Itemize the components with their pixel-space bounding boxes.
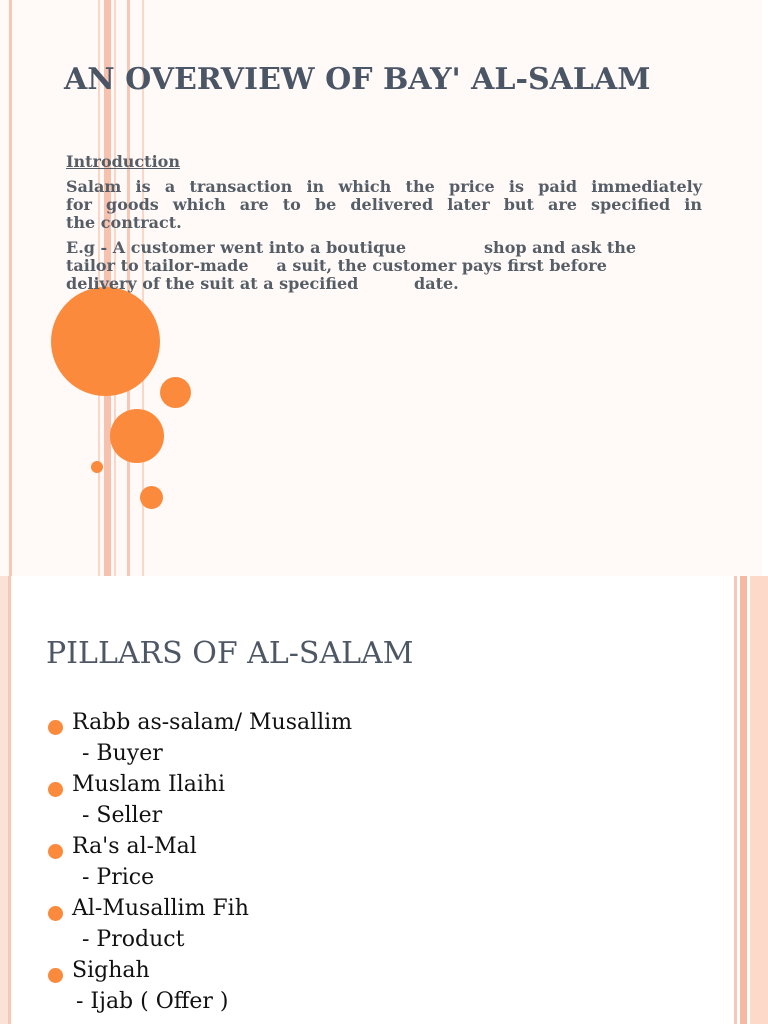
pillar-label: Muslam Ilaihi <box>72 772 226 797</box>
pillar-role: - Ijab ( Offer ) <box>76 989 229 1014</box>
decor-stripe <box>0 576 8 1024</box>
text-line: for goods which are to be delivered later but are specified in <box>66 195 702 214</box>
pillar-label: Ra's al-Mal <box>72 834 197 859</box>
bullet-icon <box>48 906 63 921</box>
decor-circle <box>160 377 191 408</box>
pillar-role: - Seller <box>82 803 163 828</box>
decor-stripe <box>762 0 768 576</box>
text-line: Salam is a transaction in which the price is paid immediately <box>66 177 702 196</box>
bullet-icon <box>48 720 63 735</box>
paragraph-example <box>66 239 702 293</box>
bullet-icon <box>48 782 63 797</box>
decor-stripe <box>750 576 768 1024</box>
text-line: delivery of the suit at a specified date. <box>66 274 459 293</box>
paragraph-definition <box>66 178 702 232</box>
slide-title: AN OVERVIEW OF BAY' AL-SALAM <box>64 62 651 97</box>
decor-stripe <box>9 0 12 576</box>
decor-circle <box>110 409 164 463</box>
decor-circle-large <box>51 287 160 396</box>
section-heading: Introduction <box>66 152 180 171</box>
slide-title: PILLARS OF AL-SALAM <box>46 636 414 671</box>
bullet-icon <box>48 844 63 859</box>
pillar-role: - Buyer <box>82 741 163 766</box>
pillar-label: Al-Musallim Fih <box>72 896 249 921</box>
bullet-icon <box>48 968 63 983</box>
decor-circle <box>140 486 163 509</box>
decor-stripe <box>8 576 11 1024</box>
pillar-role: - Price <box>82 865 155 890</box>
decor-circle-small <box>91 461 103 473</box>
decor-stripe <box>740 576 747 1024</box>
pillar-label: Sighah <box>72 958 150 983</box>
text-line: tailor to tailor-made a suit, the customer pays first before <box>66 256 607 275</box>
text-line: the contract. <box>66 213 182 232</box>
slide-pillars <box>0 576 768 1024</box>
text-line: E.g - A customer went into a boutique shop and ask the <box>66 238 637 257</box>
pillar-role: - Product <box>82 927 185 952</box>
pillar-label: Rabb as-salam/ Musallim <box>72 710 353 735</box>
decor-stripe <box>734 576 737 1024</box>
